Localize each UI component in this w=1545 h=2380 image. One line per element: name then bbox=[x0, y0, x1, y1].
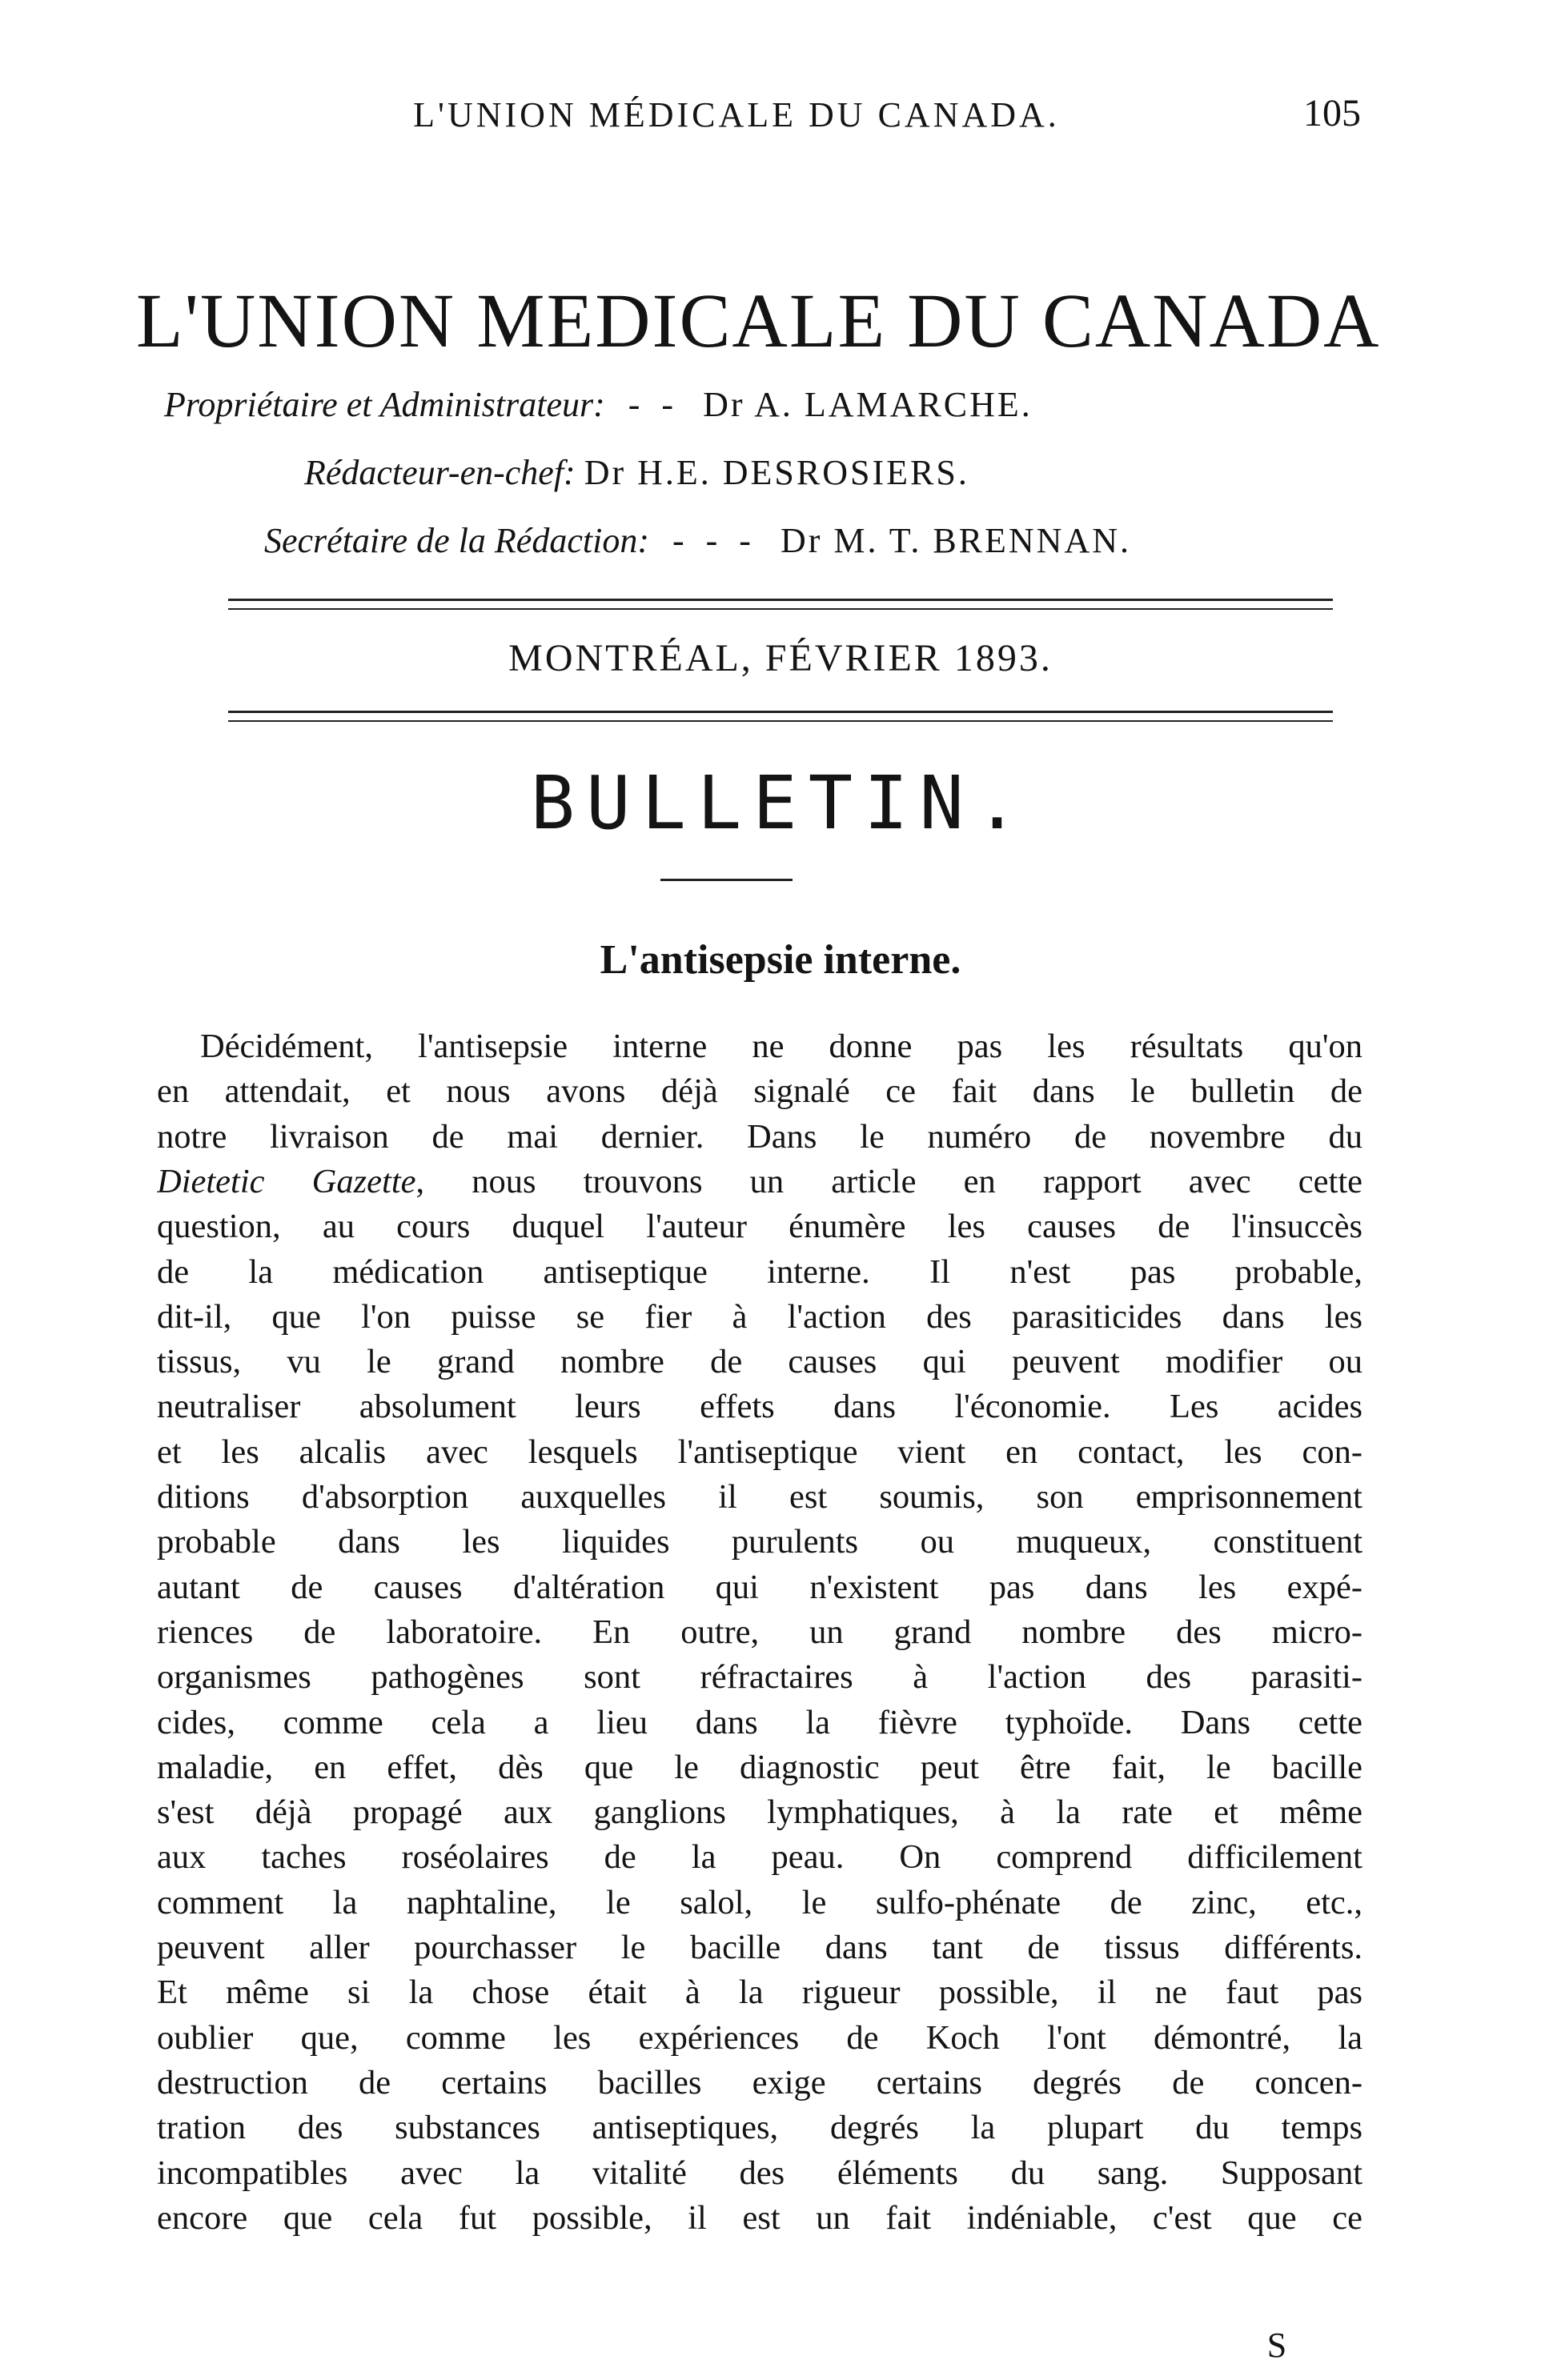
body-line: aux taches roséolaires de la peau. On comprend difficilement bbox=[157, 1838, 1362, 1877]
staff-line-proprietor bbox=[164, 384, 1033, 432]
body-line: Décidément, l'antisepsie interne ne donne pas les résultats qu'on bbox=[200, 1028, 1362, 1065]
page-number: 105 bbox=[1303, 92, 1361, 134]
staff-dashes: - - - bbox=[672, 521, 757, 560]
short-divider bbox=[660, 879, 793, 881]
body-line: probable dans les liquides purulents ou muqueux, constituent bbox=[157, 1523, 1362, 1561]
journal-name-italic: Dietetic Gazette bbox=[157, 1162, 416, 1200]
body-line: autant de causes d'altération qui n'existent pas dans les expé- bbox=[157, 1568, 1362, 1606]
staff-line-secretary bbox=[264, 520, 1131, 568]
section-heading: BULLETIN. bbox=[530, 760, 1031, 846]
body-line: s'est déjà propagé aux ganglions lymphatiques, à la rate et même bbox=[157, 1793, 1362, 1832]
body-line: notre livraison de mai dernier. Dans le numéro de novembre du bbox=[157, 1117, 1362, 1156]
double-rule-bottom bbox=[228, 711, 1333, 713]
body-line: dit-il, que l'on puisse se fier à l'action des parasiticides dans les bbox=[157, 1297, 1362, 1336]
body-line: oublier que, comme les expériences de Koch l'ont démontré, la bbox=[157, 2018, 1362, 2057]
dateline: MONTRÉAL, FÉVRIER 1893. bbox=[508, 637, 1053, 679]
body-line: question, au cours duquel l'auteur énumère les causes de l'insuccès bbox=[157, 1208, 1362, 1246]
body-line: tration des substances antiseptiques, degrés la plupart du temps bbox=[157, 2109, 1362, 2147]
body-line: Dietetic Gazette, nous trouvons un article en rapport avec cette bbox=[157, 1162, 1362, 1200]
body-line: peuvent aller pourchasser le bacille dans tant de tissus différents. bbox=[157, 1929, 1362, 1966]
staff-person: Dr A. LAMARCHE. bbox=[703, 385, 1033, 424]
body-line: et les alcalis avec lesquels l'antiseptique vient en contact, les con- bbox=[157, 1432, 1362, 1471]
staff-dashes: - - bbox=[628, 385, 680, 424]
body-line: incompatibles avec la vitalité des éléments du sang. Supposant bbox=[157, 2154, 1362, 2192]
staff-person: Dr H.E. DESROSIERS. bbox=[584, 453, 969, 492]
body-line: de la médication antiseptique interne. Il n'est pas probable, bbox=[157, 1252, 1362, 1291]
body-line: riences de laboratoire. En outre, un grand nombre des micro- bbox=[157, 1613, 1362, 1651]
body-line: neutraliser absolument leurs effets dans l'économie. Les acides bbox=[157, 1388, 1362, 1426]
journal-title: L'UNION MEDICALE DU CANADA bbox=[136, 278, 1381, 363]
body-line: comment la naphtaline, le salol, le sulfo-phénate de zinc, etc., bbox=[157, 1883, 1362, 1921]
staff-person: Dr M. T. BRENNAN. bbox=[780, 521, 1131, 560]
catchword: S bbox=[1266, 2326, 1287, 2365]
staff-role: Rédacteur-en-chef: bbox=[304, 453, 576, 492]
body-line: encore que cela fut possible, il est un fait indéniable, c'est que ce bbox=[157, 2198, 1362, 2237]
double-rule-top-inner bbox=[228, 608, 1333, 610]
staff-role: Propriétaire et Administrateur: bbox=[164, 385, 605, 424]
body-line: en attendait, et nous avons déjà signalé ce fait dans le bulletin de bbox=[157, 1072, 1362, 1111]
double-rule-bottom-inner bbox=[228, 720, 1333, 722]
body-line: destruction de certains bacilles exige certains degrés de concen- bbox=[157, 2063, 1362, 2102]
double-rule-top bbox=[228, 599, 1333, 601]
staff-line-editor bbox=[304, 452, 969, 500]
body-line: tissus, vu le grand nombre de causes qui peuvent modifier ou bbox=[157, 1343, 1362, 1381]
staff-role: Secrétaire de la Rédaction: bbox=[264, 521, 649, 560]
body-line: maladie, en effet, dès que le diagnostic peut être fait, le bacille bbox=[157, 1748, 1362, 1786]
body-line: cides, comme cela a lieu dans la fièvre typhoïde. Dans cette bbox=[157, 1703, 1362, 1741]
running-head: L'UNION MÉDICALE DU CANADA. bbox=[413, 95, 1060, 134]
body-line: ditions d'absorption auxquelles il est soumis, son emprisonnement bbox=[157, 1478, 1362, 1516]
body-line: organismes pathogènes sont réfractaires à l'action des parasiti- bbox=[157, 1658, 1362, 1697]
body-line: Et même si la chose était à la rigueur possible, il ne faut pas bbox=[157, 1973, 1362, 2012]
article-title: L'antisepsie interne. bbox=[600, 937, 961, 983]
